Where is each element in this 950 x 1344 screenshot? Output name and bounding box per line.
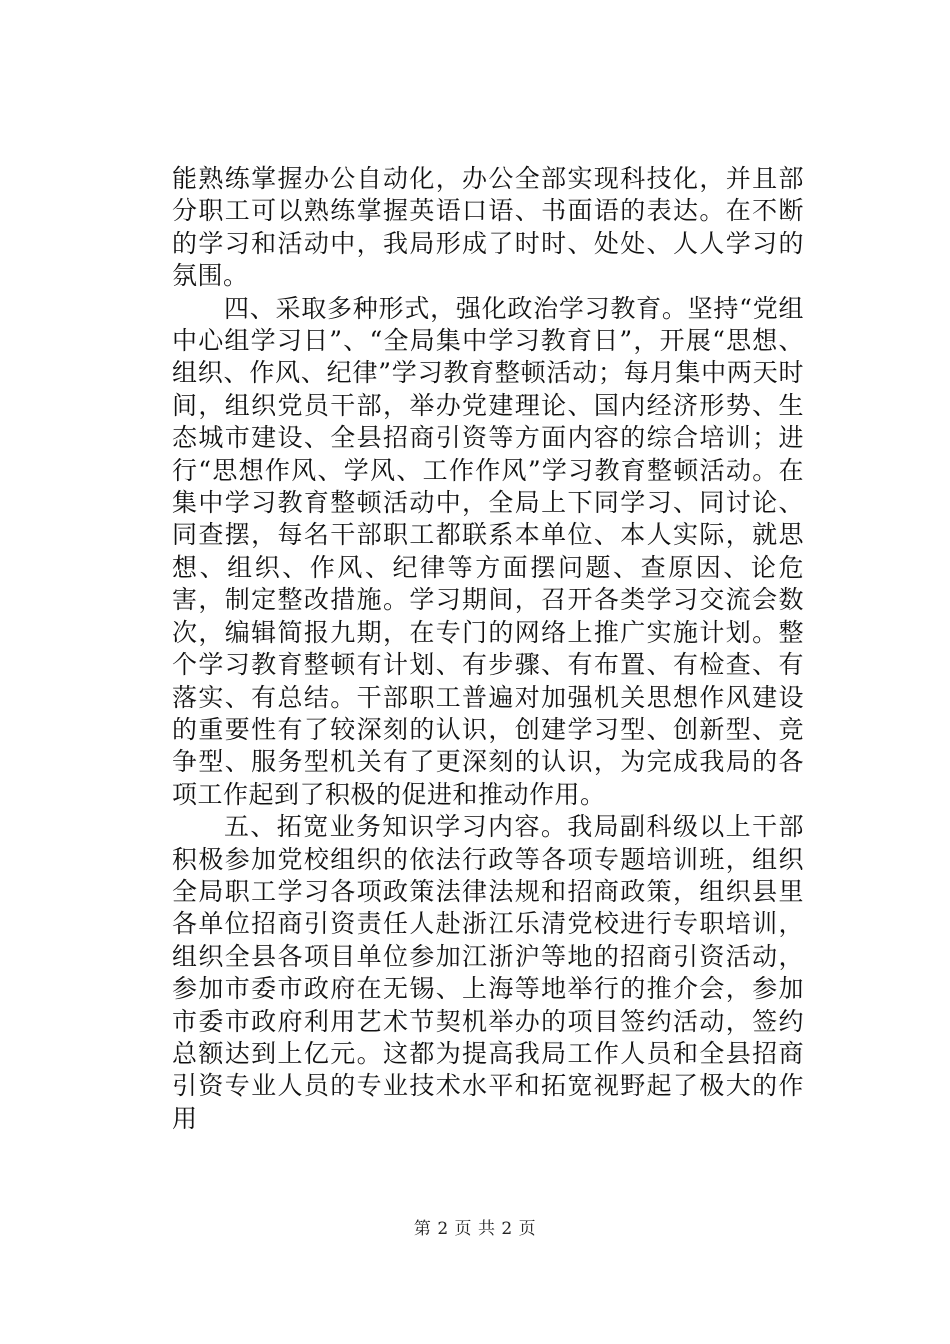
- page-number-footer: 第 2 页 共 2 页: [413, 1219, 537, 1239]
- paragraph-section-five: 五、拓宽业务知识学习内容。我局副科级以上干部积极参加党校组织的依法行政等各项专题培训班，组织全局职工学习各项政策法律法规和招商政策，组织县里各单位招商引资责任人赴浙江乐清党校进行专职培训，组织全县各项目单位参加江浙沪等地的招商引资活动，参加市委市政府在无锡、上海等地举行的推介会，参加市委市政府利用艺术节契机举办的项目签约活动，签约总额达到上亿元。这都为提高我局工作人员和全县招商引资专业人员的专业技术水平和拓宽视野起了极大的作用: [172, 812, 804, 1133]
- paragraph-continuation: 能熟练掌握办公自动化，办公全部实现科技化，并且部分职工可以熟练掌握英语口语、书面语的表达。在不断的学习和活动中，我局形成了时时、处处、人人学习的氛围。: [172, 164, 804, 291]
- document-body: [172, 163, 804, 1135]
- paragraph-section-four: 四、采取多种形式，强化政治学习教育。坚持“党组中心组学习日”、“全局集中学习教育日”，开展“思想、组织、作风、纪律”学习教育整顿活动；每月集中两天时间，组织党员干部，举办党建理论、国内经济形势、生态城市建设、全县招商引资等方面内容的综合培训；进行“思想作风、学风、工作作风”学习教育整顿活动。在集中学习教育整顿活动中，全局上下同学习、同讨论、同查摆，每名干部职工都联系本单位、本人实际，就思想、组织、作风、纪律等方面摆问题、查原因、论危害，制定整改措施。学习期间，召开各类学习交流会数次，编辑简报九期，在专门的网络上推广实施计划。整个学习教育整顿有计划、有步骤、有布置、有检查、有落实、有总结。干部职工普遍对加强机关思想作风建设的重要性有了较深刻的认识，创建学习型、创新型、竞争型、服务型机关有了更深刻的认识，为完成我局的各项工作起到了积极的促进和推动作用。: [172, 293, 805, 809]
